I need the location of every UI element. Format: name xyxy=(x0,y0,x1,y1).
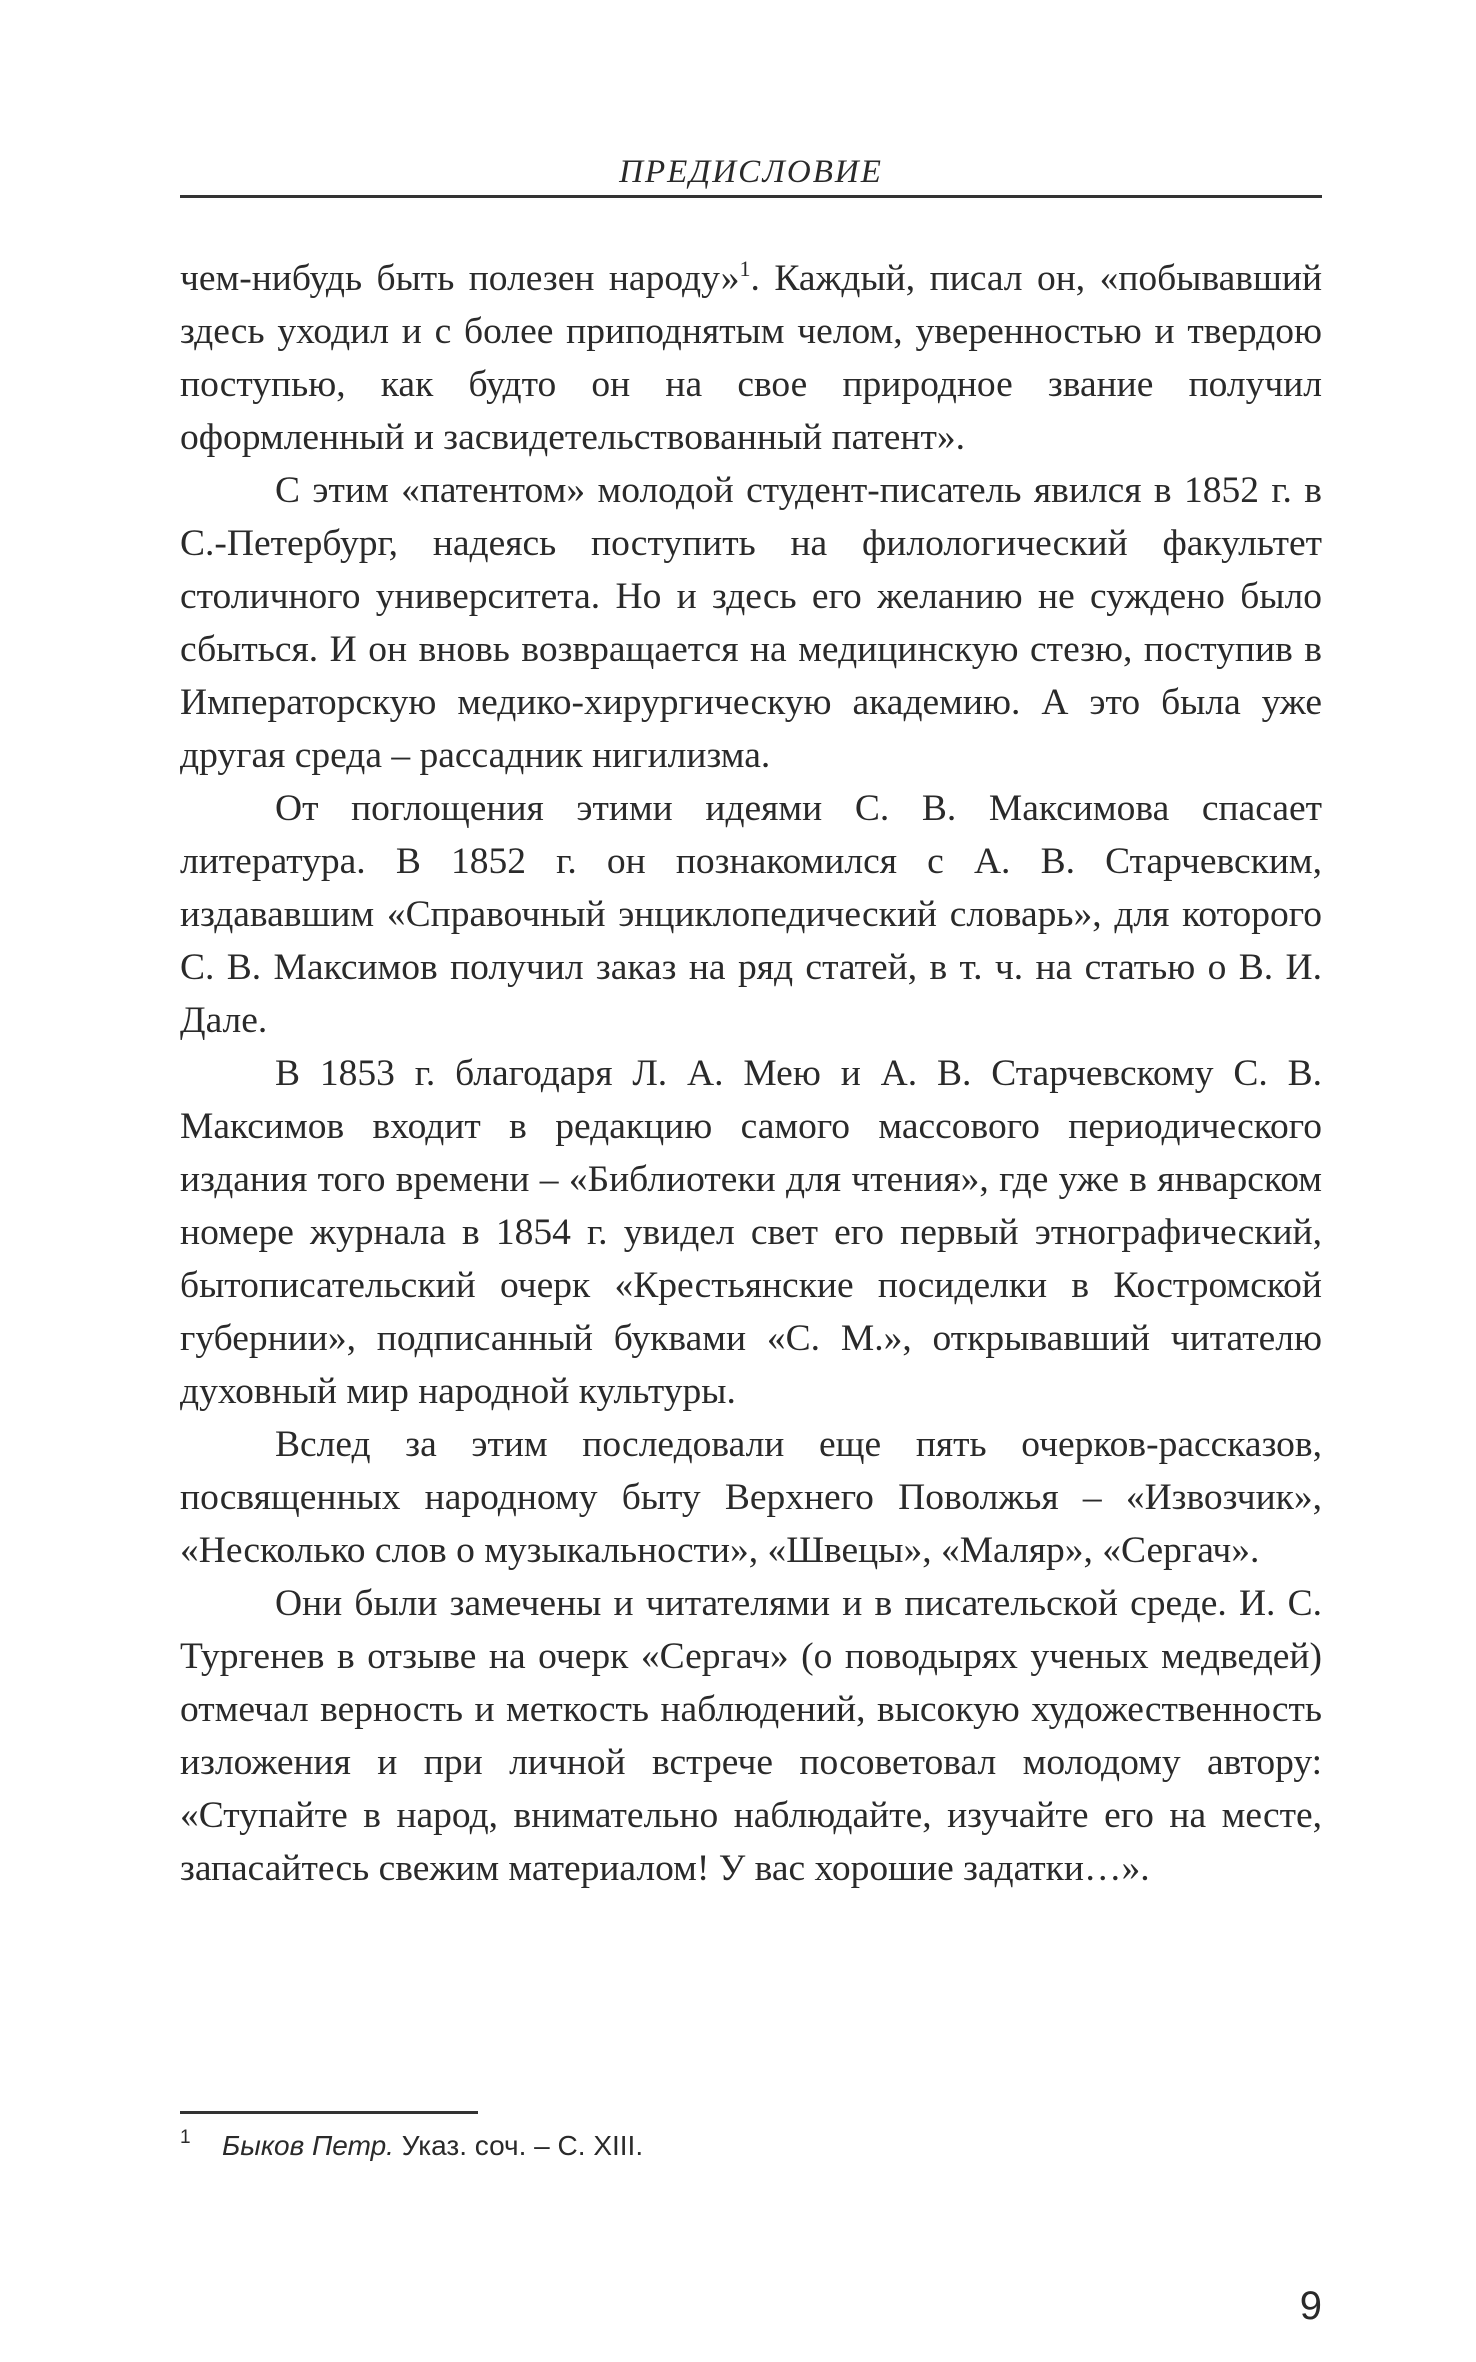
paragraph-6: Они были замечены и читателями и в писательской среде. И. С. Тургенев в отзыве на очерк «Сергач» (о поводырях ученых медведей) отмечал верность и меткость наблюдений, высокую художественность изложения и при личной встрече посоветовал молодому автору: «Ступайте в народ, внимательно наблюдайте, изучайте его на месте, запасайтесь свежим материалом! У вас хорошие задатки…». xyxy=(180,1583,1322,1889)
paragraph-text: . Каждый, писал он, «побывавший здесь уходил и с более приподнятым челом, уверенностью и твердою поступью, как будто он на свое природное звание получил оформленный и засвидетельствованный патент». xyxy=(180,258,1323,458)
footnote-author: Быков Петр. xyxy=(222,2130,394,2161)
footnote-rule xyxy=(180,2111,478,2114)
paragraph-2: С этим «патентом» молодой студент-писатель явился в 1852 г. в С.-Петербург, надеясь поступить на филологический факультет столичного университета. Но и здесь его желанию не суждено было сбыться. И он вновь возвращается на медицинскую стезю, поступив в Императорскую медико-хирургическую академию. А это была уже другая среда – рассадник нигилизма. xyxy=(180,470,1322,776)
footnote-ref: 1 xyxy=(739,256,751,281)
running-head: ПРЕДИСЛОВИЕ xyxy=(619,154,883,190)
footnote: 1 Быков Петр. Указ. соч. – С. XIII. xyxy=(180,2127,644,2161)
paragraph-1 xyxy=(180,252,1322,464)
footnote-text: Указ. соч. – С. XIII. xyxy=(393,2130,644,2161)
paragraph-5: Вслед за этим последовали еще пять очерков-рассказов, посвященных народному быту Верхнего Поволжья – «Извозчик», «Несколько слов о музыкальности», «Швецы», «Маляр», «Сергач». xyxy=(180,1424,1322,1571)
header-rule xyxy=(180,195,1322,198)
body-text xyxy=(180,252,1322,1895)
page-number: 9 xyxy=(1299,2284,1322,2328)
paragraph-4: В 1853 г. благодаря Л. А. Мею и А. В. Старчевскому С. В. Максимов входит в редакцию самого массового периодического издания того времени – «Библиотеки для чтения», где уже в январском номере журнала в 1854 г. увидел свет его первый этнографический, бытописательский очерк «Крестьянские посиделки в Костромской губернии», подписанный буквами «С. М.», открывавший читателю духовный мир народной культуры. xyxy=(180,1053,1322,1412)
paragraph-text: чем-нибудь быть полезен народу» xyxy=(180,258,740,299)
paragraph-3: От поглощения этими идеями С. В. Максимова спасает литература. В 1852 г. он познакомился с А. В. Старчевским, издававшим «Справочный энциклопедический словарь», для которого С. В. Максимов получил заказ на ряд статей, в т. ч. на статью о В. И. Дале. xyxy=(180,788,1322,1041)
